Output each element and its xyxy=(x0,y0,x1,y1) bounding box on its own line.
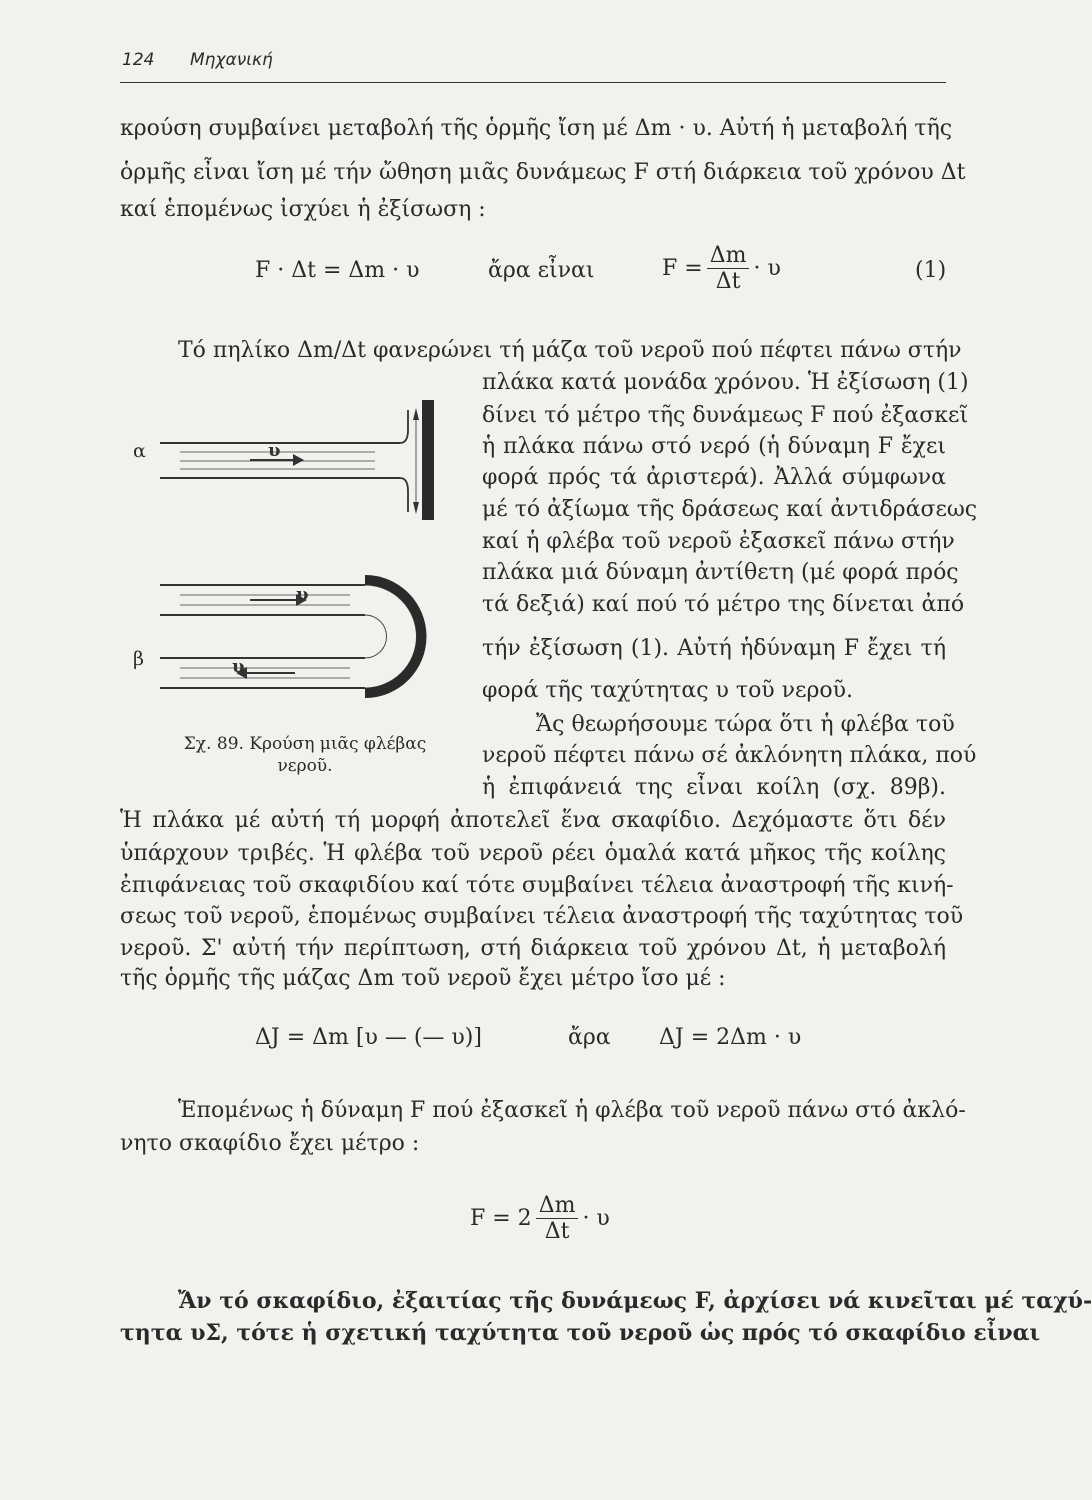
column-line: τήν ἐξίσωση (1). Αὐτή ἡδύναμη F ἔχει τή xyxy=(482,636,946,661)
text-line: καί ἑπομένως ἰσχύει ἡ ἐξίσωση : xyxy=(120,197,486,222)
text-line: τητα υΣ, τότε ἡ σχετική ταχύτητα τοῦ νεροῦ ὡς πρός τό σκαφίδιο εἶναι xyxy=(120,1320,1041,1346)
fraction-numerator: Δm xyxy=(536,1193,579,1219)
text-line: νεροῦ. Σ' αὐτή τήν περίπτωση, στή διάρκεια τοῦ χρόνου Δt, ἡ μεταβολή xyxy=(120,936,946,961)
text-line: κρούση συμβαίνει μεταβολή τῆς ὁρμῆς ἴση μέ Δm · υ. Αὐτή ἡ μεταβολή τῆς xyxy=(120,116,953,141)
text-line: Τό πηλίκο Δm/Δt φανερώνει τή μάζα τοῦ νεροῦ πού πέφτει πάνω στήν xyxy=(178,338,962,363)
fraction-numerator: Δm xyxy=(707,243,750,269)
fraction xyxy=(707,243,750,295)
caption-line: νεροῦ. xyxy=(277,756,333,777)
text-line: Ἑπομένως ἡ δύναμη F πού ἐξασκεῖ ἡ φλέβα τοῦ νεροῦ πάνω στό ἀκλό- xyxy=(178,1098,966,1123)
velocity-label-a: υ xyxy=(268,440,281,461)
figure-label-b: β xyxy=(133,648,144,670)
column-line: πλάκα μιά δύναμη ἀντίθετη (μέ φορά πρός xyxy=(482,560,959,585)
column-line: Ἄς θεωρήσουμε τώρα ὅτι ἡ φλέβα τοῦ xyxy=(536,712,955,737)
equation-momentum-change: ΔJ = Δm [υ — (— υ)] xyxy=(255,1025,482,1050)
text-line: τῆς ὁρμῆς τῆς μάζας Δm τοῦ νεροῦ ἔχει μέτρο ἴσο μέ : xyxy=(120,966,726,991)
text-line: ὁρμῆς εἶναι ἴση μέ τήν ὤθηση μιᾶς δυνάμεως F στή διάρκεια τοῦ χρόνου Δt xyxy=(120,160,966,185)
column-line: καί ἡ φλέβα τοῦ νεροῦ ἐξασκεῖ πάνω στήν xyxy=(482,529,955,554)
velocity-label-b-in: υ xyxy=(296,584,309,605)
text-line: Ἡ πλάκα μέ αὐτή τή μορφή ἀποτελεῖ ἕνα σκαφίδιο. Δεχόμαστε ὅτι δέν xyxy=(120,808,946,833)
equation-connector: ἄρα εἶναι xyxy=(488,258,595,283)
fraction xyxy=(536,1193,579,1245)
column-line: φορά τῆς ταχύτητας υ τοῦ νεροῦ. xyxy=(482,678,853,703)
equation-force xyxy=(662,243,781,295)
column-line: ἡ πλάκα πάνω στό νερό (ἡ δύναμη F ἔχει xyxy=(482,434,946,459)
column-line: ἡ ἐπιφάνειά της εἶναι κοίλη (σχ. 89β). xyxy=(482,775,946,800)
equation-rhs: · υ xyxy=(753,255,781,281)
equation-impulse: F · Δt = Δm · υ xyxy=(255,258,420,283)
diagram-a-flat-plate xyxy=(160,400,434,520)
column-line: τά δεξιά) καί πού τό μέτρο της δίνεται ἀπό xyxy=(482,592,965,617)
figure-jet-impact xyxy=(150,390,450,730)
text-line: νητο σκαφίδιο ἔχει μέτρο : xyxy=(120,1131,420,1156)
equation-lhs: F = 2 xyxy=(470,1205,532,1231)
column-line: νεροῦ πέφτει πάνω σέ ἀκλόνητη πλάκα, πού xyxy=(482,743,977,768)
equation-label: (1) xyxy=(915,258,947,283)
header-rule xyxy=(120,82,946,83)
text-line: σεως τοῦ νεροῦ, ἑπομένως συμβαίνει τέλεια ἀναστροφή τῆς ταχύτητας τοῦ xyxy=(120,904,964,929)
equation-lhs: F = xyxy=(662,255,703,281)
section-title: Μηχανική xyxy=(190,50,273,70)
equation-rhs: · υ xyxy=(582,1205,610,1231)
page-number: 124 xyxy=(122,50,155,70)
figure-caption xyxy=(150,733,460,777)
caption-line: Σχ. 89. Κρούση μιᾶς φλέβας xyxy=(183,734,427,754)
text-line: Ἄν τό σκαφίδιο, ἐξαιτίας τῆς δυνάμεως F, ἀρχίσει νά κινεῖται μέ ταχύ- xyxy=(178,1288,1092,1314)
fraction-denominator: Δt xyxy=(544,1219,570,1245)
equation-momentum-result: ΔJ = 2Δm · υ xyxy=(659,1025,802,1050)
fraction-denominator: Δt xyxy=(715,269,741,295)
column-line: φορά πρός τά ἀριστερά). Ἀλλά σύμφωνα xyxy=(482,465,946,490)
equation-force-vane xyxy=(470,1193,610,1245)
figure-label-a: α xyxy=(133,440,146,462)
column-line: μέ τό ἀξίωμα τῆς δράσεως καί ἀντιδράσεως xyxy=(482,497,978,522)
column-line: δίνει τό μέτρο τῆς δυνάμεως F πού ἐξασκεῖ xyxy=(482,403,969,428)
column-line: πλάκα κατά μονάδα χρόνου. Ἡ ἐξίσωση (1) xyxy=(482,370,969,395)
equation-connector: ἄρα xyxy=(568,1025,611,1050)
text-line: ὑπάρχουν τριβές. Ἡ φλέβα τοῦ νεροῦ ρέει ὁμαλά κατά μῆκος τῆς κοίλης xyxy=(120,841,946,866)
text-line: ἐπιφάνειας τοῦ σκαφιδίου καί τότε συμβαίνει τέλεια ἀναστροφή τῆς κινή- xyxy=(120,873,954,898)
diagram-b-curved-vane xyxy=(160,575,426,698)
velocity-label-b-out: υ xyxy=(232,656,245,677)
